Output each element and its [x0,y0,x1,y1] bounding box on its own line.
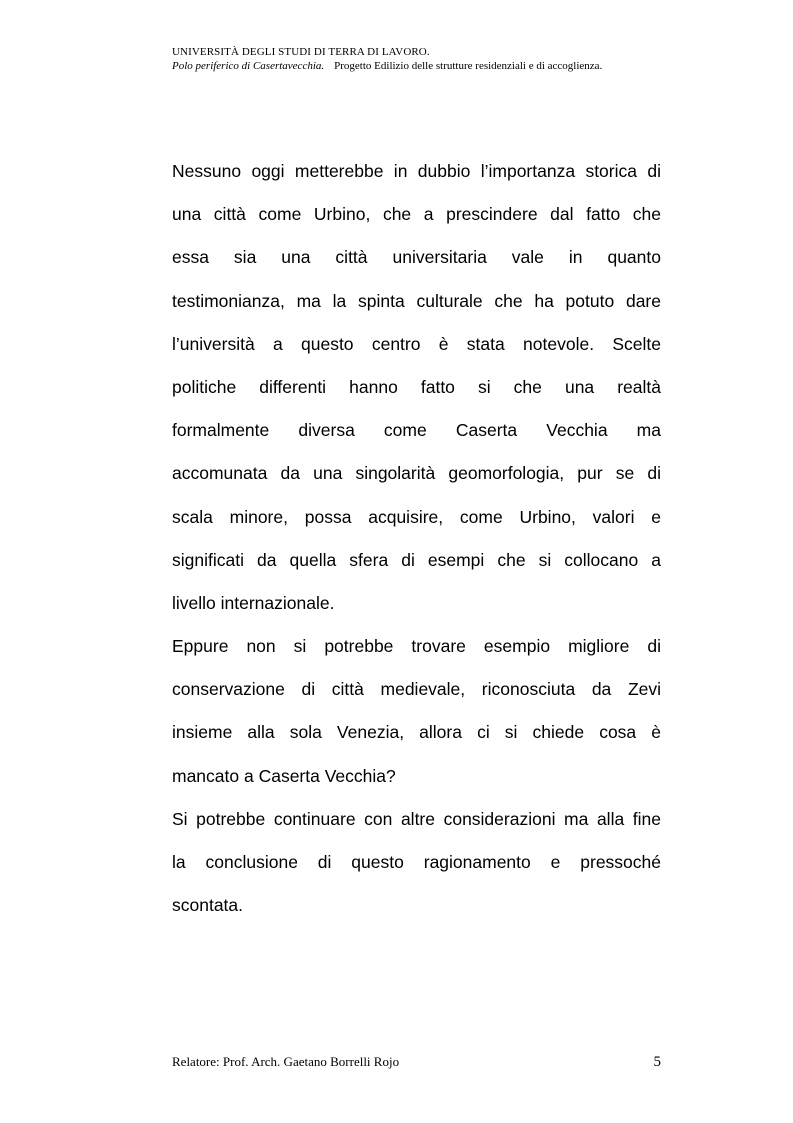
text-line: essa sia una città universitaria vale in quanto [172,247,661,268]
text-line: mancato a Caserta Vecchia? [172,765,396,786]
page-number: 5 [653,1054,661,1070]
text-line: insieme alla sola Venezia, allora ci si chiede cosa è [172,722,661,743]
text-line: Nessuno oggi metterebbe in dubbio l’importanza storica di [172,161,661,181]
text-line: l’università a questo centro è stata notevole. Scelte [172,333,661,354]
text-line: Si potrebbe continuare con altre considerazioni ma alla fine [172,808,661,829]
body-text [172,150,661,927]
campus-name: Polo periferico di Casertavecchia. [172,60,325,72]
text-line: conservazione di città medievale, riconosciuta da Zevi [172,679,661,700]
page-header [172,45,652,73]
text-line: la conclusione di questo ragionamento e pressoché [172,852,661,872]
project-title: Progetto Edilizio delle strutture residenziali e di accoglienza. [334,60,603,72]
text-line: una città come Urbino, che a prescindere dal fatto che [172,204,661,225]
header-subtitle [172,59,652,73]
text-line: scontata. [172,895,244,916]
text-line: livello internazionale. [172,592,335,613]
text-line: Eppure non si potrebbe trovare esempio migliore di [172,636,661,657]
text-line: scala minore, possa acquisire, come Urbino, valori e [172,506,661,527]
text-line: testimonianza, ma la spinta culturale che ha potuto dare [172,290,661,311]
text-line: significati da quella sfera di esempi che si collocano a [172,549,661,570]
text-line: formalmente diversa come Caserta Vecchia ma [172,420,661,441]
footer-supervisor: Relatore: Prof. Arch. Gaetano Borrelli Rojo [172,1054,400,1069]
text-line: accomunata da una singolarità geomorfologia, pur se di [172,463,661,484]
university-name: UNIVERSITÀ DEGLI STUDI DI TERRA DI LAVORO. [172,46,430,58]
text-line: politiche differenti hanno fatto si che una realtà [172,376,661,397]
